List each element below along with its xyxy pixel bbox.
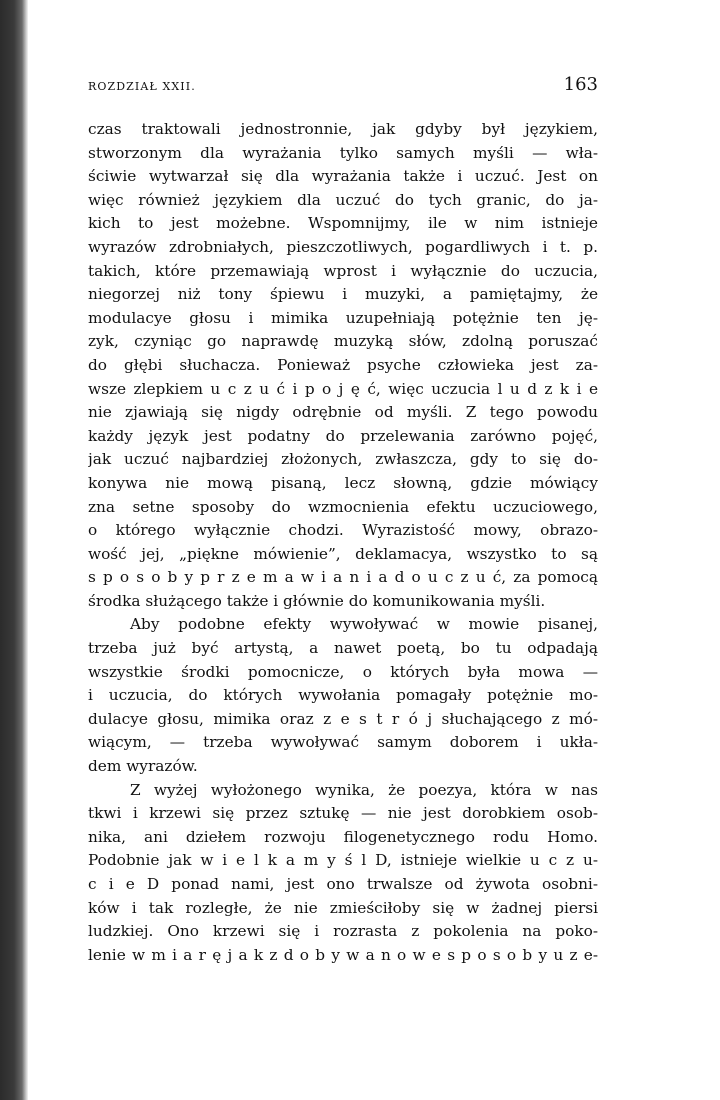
- text-line: niegorzej niż tony śpiewu i muzyki, a pamiętajmy, że: [88, 285, 598, 304]
- text-line: zyk, czyniąc go naprawdę muzyką słów, zdolną poruszać: [88, 332, 598, 351]
- text-line: nika, ani dziełem rozwoju filogenetycznego rodu Homo.: [88, 827, 598, 846]
- text-line: stworzonym dla wyrażania tylko samych myśli — wła-: [88, 143, 598, 162]
- text-line: Z wyżej wyłożonego wynika, że poezya, która w nas: [130, 780, 598, 799]
- text-line: dulacye głosu, mimika oraz z e s t r ó j słuchającego z mó-: [88, 709, 598, 728]
- text-line: wszystkie środki pomocnicze, o których była mowa —: [88, 662, 598, 681]
- text-line: więc również językiem dla uczuć do tych granic, do ja-: [88, 190, 598, 209]
- text-line: środka służącego także i głównie do komunikowania myśli.: [88, 591, 546, 610]
- text-line: Podobnie jak w i e l k a m y ś l D, istnieje wielkie u c z u-: [88, 851, 598, 870]
- text-line: wiącym, — trzeba wywoływać samym doborem i ukła-: [88, 733, 598, 752]
- text-line: wsze zlepkiem u c z u ć i p o j ę ć, więc uczucia l u d z k i e: [88, 379, 598, 398]
- page-number: 163: [563, 74, 598, 95]
- text-line: wość jej, „piękne mówienie”, deklamacya, wszystko to są: [88, 544, 598, 563]
- text-line: s p o s o b y p r z e m a w i a n i a d o u c z u ć, za pomocą: [88, 568, 598, 587]
- text-line: c i e D ponad nami, jest ono trwalsze od żywota osobni-: [88, 875, 598, 893]
- text-line: jak uczuć najbardziej złożonych, zwłaszcza, gdy to się do-: [88, 450, 598, 469]
- body-text: [88, 118, 598, 967]
- text-line: modulacye głosu i mimika uzupełniają potężnie ten ję-: [88, 308, 598, 327]
- text-line: tkwi i krzewi się przez sztukę — nie jest dorobkiem osob-: [88, 804, 598, 823]
- page-header: [88, 74, 598, 98]
- text-line: ludzkiej. Ono krzewi się i rozrasta z pokolenia na poko-: [88, 922, 598, 941]
- running-head: ROZDZIAŁ XXII.: [88, 80, 196, 93]
- text-line: lenie w m i a r ę j a k z d o b y w a n o w e s p o s o b y u z e-: [88, 945, 598, 964]
- text-line: ków i tak rozległe, że nie zmieściłoby się w żadnej piersi: [88, 898, 598, 917]
- text-line: czas traktowali jednostronnie, jak gdyby był językiem,: [88, 120, 598, 138]
- text-line: dem wyrazów.: [88, 757, 198, 776]
- text-line: ściwie wytwarzał się dla wyrażania także i uczuć. Jest on: [88, 167, 598, 186]
- text-line: i uczucia, do których wywołania pomagały potężnie mo-: [88, 686, 598, 705]
- text-line: zna setne sposoby do wzmocnienia efektu uczuciowego,: [88, 497, 598, 516]
- text-line: trzeba już być artystą, a nawet poetą, bo tu odpadają: [88, 639, 598, 658]
- text-line: o którego wyłącznie chodzi. Wyrazistość mowy, obrazo-: [88, 521, 598, 540]
- book-spine-shadow: [0, 0, 28, 1100]
- text-line: takich, które przemawiają wprost i wyłącznie do uczucia,: [88, 261, 598, 280]
- text-line: do głębi słuchacza. Ponieważ psyche człowieka jest za-: [88, 355, 598, 374]
- text-line: wyrazów zdrobniałych, pieszczotliwych, pogardliwych i t. p.: [88, 237, 598, 256]
- text-line: nie zjawiają się nigdy odrębnie od myśli. Z tego powodu: [88, 403, 598, 422]
- text-line: konywa nie mową pisaną, lecz słowną, gdzie mówiący: [88, 473, 598, 492]
- text-line: Aby podobne efekty wywoływać w mowie pisanej,: [130, 615, 598, 634]
- text-line: kich to jest możebne. Wspomnijmy, ile w nim istnieje: [88, 214, 598, 233]
- text-line: każdy język jest podatny do przelewania zarówno pojęć,: [88, 426, 598, 445]
